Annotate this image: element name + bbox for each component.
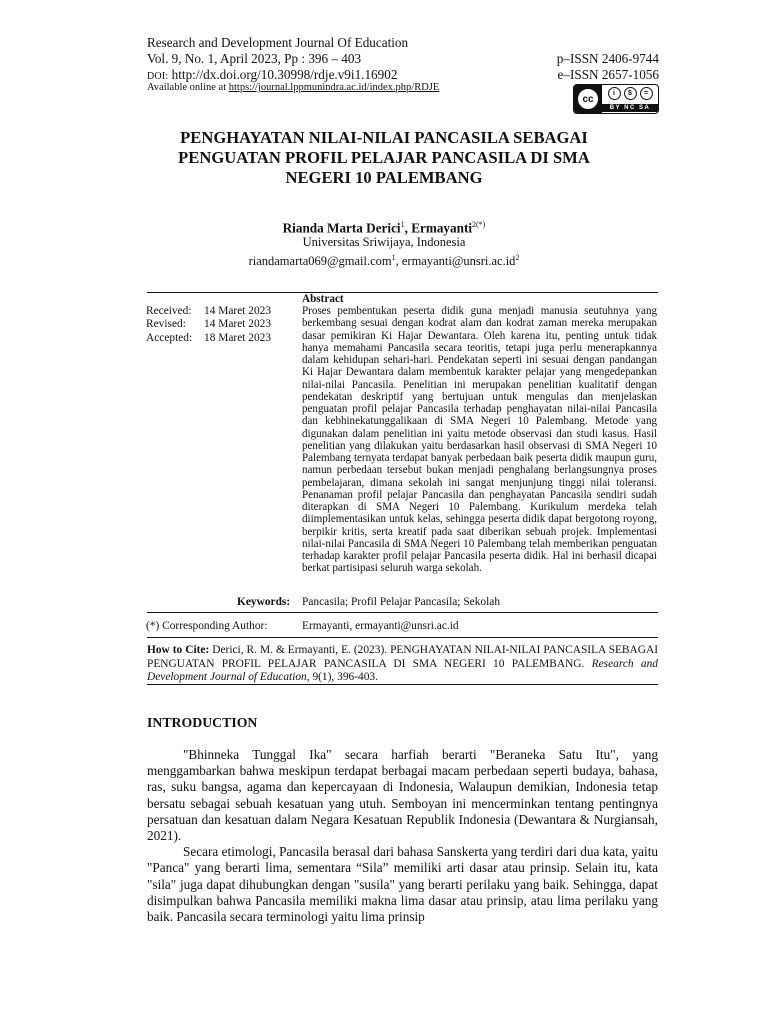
rule-keywords [147, 612, 658, 613]
cc-license-badge[interactable] [573, 84, 659, 114]
rule-corresponding [147, 637, 658, 638]
email-2[interactable]: ermayanti@unsri.ac.id [401, 254, 516, 269]
keywords-value: Pancasila; Profil Pelajar Pancasila; Sekolah [302, 596, 501, 608]
author-2: Ermayanti [411, 220, 472, 236]
journal-name: Research and Development Journal Of Education [147, 35, 409, 50]
corresponding-value: Ermayanti, ermayanti@unsri.ac.id [302, 620, 459, 632]
date-row-accepted [146, 332, 271, 345]
article-dates [146, 305, 271, 345]
date-label: Accepted: [146, 331, 193, 344]
author-1-sup: 1 [400, 220, 405, 229]
cite-text: Derici, R. M. & Ermayanti, E. (2023). PENGHAYATAN NILAI-NILAI PANCASILA SEBAGAI PENGUATAN PROFIL PELAJAR PANCASILA DI SMA NEGERI 10 PALEMBANG. [147, 644, 658, 670]
corresponding-label: (*) Corresponding Author: [146, 620, 268, 632]
email-1-sup: 1 [391, 253, 396, 262]
p-issn: p–ISSN 2406-9744 [556, 51, 659, 66]
cc-logo-block [574, 85, 602, 113]
date-label: Revised: [146, 318, 186, 331]
cite-journal: Research and Development Journal of Education [147, 657, 658, 684]
paper-title: PENGHAYATAN NILAI-NILAI PANCASILA SEBAGAI PENGUATAN PROFIL PELAJAR PANCASILA DI SMA NEGERI 10 PALEMBANG [178, 128, 590, 187]
date-value: 18 Maret 2023 [204, 331, 272, 344]
available-online [147, 80, 439, 96]
paragraph: Secara etimologi, Pancasila berasal dari bahasa Sanskerta yang terdiri dari dua kata, yaitu "Panca" yang berarti lima, sementara “Sila” memiliki arti dasar atau prinsip. Selain itu, kata "sila" juga dapat dihubungkan dengan "susila" yang berarti perilaku yang baik. Sehingga, dapat disimpulkan bahwa Pancasila memiliki makna lima dasar atau prinsip, atau lima perilaku yang baik. Pancasila secara terminologi yaitu lima prinsip [147, 844, 658, 925]
section-heading-introduction: INTRODUCTION [147, 715, 258, 730]
doi-link[interactable]: http://dx.doi.org/10.30998/rdje.v9i1.16902 [171, 67, 398, 82]
email-1[interactable]: riandamarta069@gmail.com [248, 254, 392, 269]
abstract-text: Proses pembentukan peserta didik guna menjadi manusia seutuhnya yang berkembang sesuai dengan kodrat alam dan kodrat zaman mereka merupakan dasar pemikiran Ki Hajar Dewantara. Oleh karena itu, penting untuk tidak hanya memahami Pancasila secara teoritis, tetapi juga perlu menerapkannya dalam kehidupan sehari-hari. Pendekatan seperti ini sesuai dengan pandangan Ki Hajar Dewantara dalam membentuk karakter pelajar yang mengedepankan nilai-nilai Pancasila. Penelitian ini merupakan penelitian kualitatif dengan pendekatan deskriptif yang bertujuan untuk mengulas dan menjelaskan penguatan profil pelajar Pancasila terhadap penghayatan nilai-nilai Pancasila dan kebhinekatunggalikaan di SMA Negeri 10 Palembang. Metode yang digunakan dalam penelitian ini yaitu metode observasi dan studi kasus. Hasil penelitian yang dilakukan yaitu berdasarkan hasil observasi di SMA Negeri 10 Palembang ternyata terdapat banyak perbedaan baik peserta didik maupun guru, namun perbedaan tersebut bukan menjadi penghalang berlangsungnya proses pembelajaran, dimana sekolah ini sangat menjunjung tinggi nilai toleransi. Penanaman profil pelajar Pancasila dan penghayatan Pancasila sendiri sudah diterapkan di SMA Negeri 10 Palembang. Kurikulum merdeka telah diimplementasikan untuk kelas, sehingga peserta didik dapat bergotong royong, berpikir kritis, serta kreatif pada saat diberikan sebuah projek. Implementasi nilai-nilai Pancasila di SMA Negeri 10 Palembang telah memberikan penguatan terhadap karakter profil pelajar Pancasila peserta didik. Hal ini berhasil dicapai berkat partisipasi seluruh warga sekolah. [302, 305, 657, 575]
available-prefix: Available online at [147, 82, 227, 93]
cc-attrs [602, 85, 658, 113]
e-issn: e–ISSN 2657-1056 [557, 67, 659, 82]
cc-icons [608, 87, 653, 100]
introduction-body [147, 747, 658, 925]
license-terms: BY NC SA [602, 104, 658, 112]
sharealike-icon: = [640, 87, 653, 100]
date-label: Received: [146, 305, 192, 317]
cite-tail: , 9(1), 396-403. [306, 671, 378, 684]
date-value: 14 Maret 2023 [204, 305, 272, 317]
affiliation-block [150, 235, 618, 269]
cite-label: How to Cite: [147, 644, 210, 656]
date-row-revised [146, 318, 271, 331]
how-to-cite [147, 644, 658, 685]
journal-url-link[interactable]: https://journal.lppmunindra.ac.id/index.php/RDJE [228, 82, 440, 93]
email-sep: , [395, 254, 402, 269]
affiliation: Universitas Sriwijaya, Indonesia [302, 235, 466, 249]
keywords-label: Keywords: [237, 596, 291, 608]
rule-top [147, 292, 658, 293]
author-sep: , [404, 220, 412, 236]
noncommercial-icon: $ [624, 87, 637, 100]
author-2-sup: 2(*) [472, 220, 486, 229]
author-line [150, 220, 618, 236]
cc-icon: cc [578, 89, 598, 109]
paragraph: "Bhinneka Tunggal Ika" secara harfiah berarti "Beraneka Satu Itu", yang menggambarkan bahwa meskipun terdapat berbagai macam perbedaan seperti budaya, bahasa, ras, suku bangsa, agama dan kepercayaan di Indonesia, Walaupun demikian, Indonesia tetap bersatu sebagai sebuah kesatuan yang utuh. Semboyan ini mencerminkan tentang pentingnya persatuan dan kesatuan dalam Negara Kesatuan Republik Indonesia (Dewantara & Nurgiansah, 2021). [147, 747, 658, 844]
attribution-icon: i [608, 87, 621, 100]
email-line [150, 250, 618, 269]
author-1: Rianda Marta Derici [282, 220, 401, 236]
date-value: 14 Maret 2023 [204, 318, 272, 331]
doi-label: DOI: [147, 71, 169, 82]
rule-cite [147, 684, 658, 685]
email-2-sup: 2 [515, 253, 520, 262]
date-row-received [146, 305, 271, 318]
volume-info: Vol. 9, No. 1, April 2023, Pp : 396 – 403 [147, 51, 362, 66]
abstract-label: Abstract [302, 293, 344, 305]
